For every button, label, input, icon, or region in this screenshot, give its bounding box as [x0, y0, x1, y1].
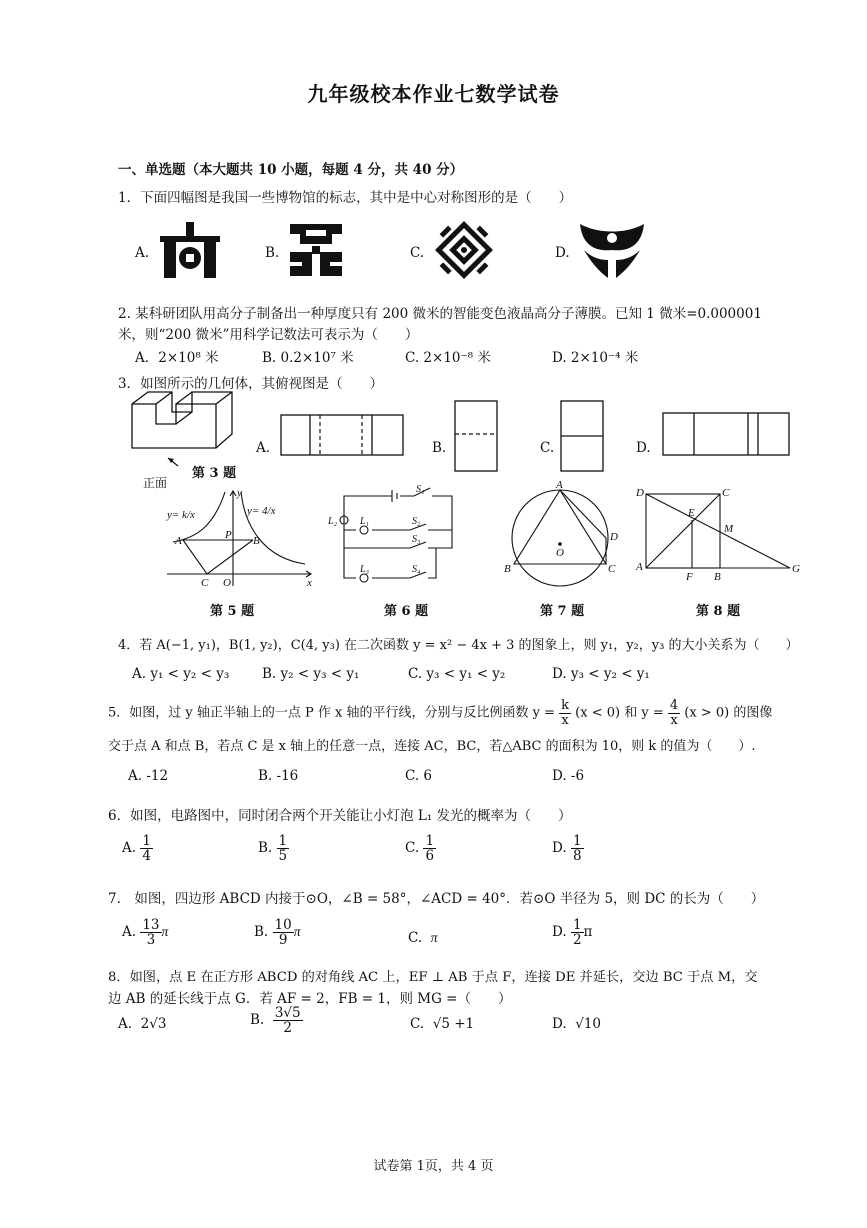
- q5-line2: 交于点 A 和点 B，若点 C 是 x 轴上的任意一点，连接 AC，BC，若△ABC 的面积为 10，则 k 的值为（ ）.: [108, 739, 756, 754]
- q3-option-b-figure: [454, 400, 498, 472]
- q8-option-c-label: C.: [410, 1016, 425, 1032]
- fig5-left-fn: y= k/x: [167, 509, 195, 521]
- q7-option-d-fraction: [571, 918, 584, 947]
- q7-option-b-den: 9: [278, 932, 288, 949]
- fig8-label-c: C: [722, 487, 730, 499]
- fig5-graph: [165, 488, 315, 588]
- q3-option-d[interactable]: D.: [636, 440, 651, 456]
- page-footer: 试卷第 1页，共 4 页: [373, 1159, 494, 1174]
- fig7-label-a: A: [556, 479, 563, 491]
- fig8-label-d: D: [636, 487, 644, 499]
- section-heading: 一、单选题（本大题共 10 小题，每题 4 分，共 40 分）: [118, 162, 464, 178]
- q6-option-a-fraction: [140, 834, 153, 863]
- q7-option-a-fraction: [140, 918, 161, 947]
- fig8-label-b: B: [714, 571, 721, 583]
- fig6-label-l2: L₂: [328, 516, 338, 527]
- q6-option-c-fraction: [423, 834, 436, 863]
- q6-option-d-fraction: [571, 834, 584, 863]
- fig6-label-s2: S₂: [412, 516, 421, 527]
- fig5-caption: 第 5 题: [210, 604, 255, 619]
- fig5-label-c: C: [201, 577, 209, 589]
- q5-fraction-k: [559, 699, 571, 727]
- q7-option-a-num: 13: [142, 917, 160, 933]
- q2-line1: 2. 某科研团队用高分子制备出一种厚度只有 200 微米的智能变色液晶高分子薄膜。已知 1 微米=0.000001: [118, 306, 762, 322]
- q2-option-c[interactable]: C. 2×10⁻⁸ 米: [405, 350, 491, 366]
- q8-option-a[interactable]: [118, 1016, 166, 1032]
- q3-option-c[interactable]: C.: [540, 440, 555, 456]
- q3-option-b[interactable]: B.: [432, 440, 447, 456]
- q7-option-c-value: π: [430, 930, 438, 945]
- q2-line2: 米，则“200 微米”用科学记数法可表示为（ ）: [118, 327, 419, 343]
- q7-option-d[interactable]: [552, 918, 592, 947]
- fig8-label-a: A: [636, 561, 643, 573]
- fig6-caption: 第 6 题: [384, 604, 429, 619]
- q4-option-a[interactable]: A. y₁ < y₂ < y₃: [132, 666, 230, 682]
- q7-option-c[interactable]: [408, 930, 438, 946]
- q6-option-b[interactable]: [258, 834, 289, 863]
- fig6-label-l1: L₁: [360, 516, 370, 527]
- q7-option-a-label: A.: [122, 924, 137, 941]
- q4-option-c[interactable]: C. y₃ < y₁ < y₂: [408, 666, 506, 682]
- q4-option-d[interactable]: D. y₃ < y₂ < y₁: [552, 666, 650, 682]
- logo-c-icon: [432, 218, 496, 282]
- fig6-label-s1: S₁: [416, 484, 425, 495]
- q8-option-c[interactable]: [410, 1016, 474, 1032]
- q5-fraction-4: [668, 699, 680, 727]
- fig7-label-c: C: [608, 563, 616, 575]
- q3-caption: 第 3 题: [192, 466, 237, 481]
- fig8-label-f: F: [686, 571, 693, 583]
- q6-option-c[interactable]: [405, 834, 436, 863]
- q8-option-b[interactable]: [250, 1006, 303, 1035]
- q8-option-d-value: √10: [575, 1016, 602, 1032]
- q8-line2: 边 AB 的延长线于点 G．若 AF = 2，FB = 1，则 MG =（ ）: [108, 991, 512, 1007]
- q3-option-c-figure: [560, 400, 604, 472]
- fig8-label-e: E: [688, 507, 695, 519]
- q6-option-d[interactable]: [552, 834, 584, 863]
- q3-option-a-figure: [280, 414, 404, 456]
- q2-option-d[interactable]: D. 2×10⁻⁴ 米: [552, 350, 639, 366]
- q7-option-d-num: 1: [572, 917, 582, 933]
- fig6-label-l3: L₃: [360, 564, 370, 575]
- q8-option-b-fraction: [273, 1006, 303, 1035]
- fig8-label-m: M: [724, 523, 734, 535]
- q3-front-label: 正面: [143, 476, 168, 490]
- fig5-label-a: A: [175, 535, 182, 547]
- q7-option-a-pi: π: [161, 924, 169, 940]
- q5-option-b[interactable]: B. -16: [258, 768, 299, 784]
- fig7-label-b: B: [504, 563, 511, 575]
- q6-option-a-label: A.: [122, 840, 137, 857]
- q1-option-a[interactable]: A.: [135, 245, 150, 261]
- q6-option-a-den: 4: [142, 848, 151, 865]
- page-title: 九年级校本作业七数学试卷: [307, 82, 560, 106]
- q5-line1-part3: (x > 0) 的图像: [684, 705, 773, 721]
- q8-line1: 8．如图，点 E 在正方形 ABCD 的对角线 AC 上，EF ⊥ AB 于点 F，连接 DE 并延长，交边 BC 于点 M，交: [108, 970, 758, 985]
- q7-option-b[interactable]: [254, 918, 300, 947]
- logo-b-icon: [288, 222, 344, 278]
- q1-option-c[interactable]: C.: [410, 245, 425, 261]
- q5-frac2-den: x: [670, 712, 678, 728]
- q7-option-a-den: 3: [146, 932, 156, 949]
- q7-option-b-label: B.: [254, 924, 269, 941]
- q7-text: 7. 如图，四边形 ABCD 内接于⊙O，∠B = 58°，∠ACD = 40°．若⊙O 半径为 5，则 DC 的长为（ ）: [108, 891, 765, 907]
- fig5-label-o: O: [223, 577, 231, 589]
- q7-option-a[interactable]: [122, 918, 168, 947]
- q5-frac1-den: x: [561, 712, 569, 728]
- q7-option-b-fraction: [273, 918, 294, 947]
- q5-line1-part2: (x < 0) 和 y =: [575, 705, 664, 721]
- fig7-caption: 第 7 题: [540, 604, 585, 619]
- logo-d-icon: [578, 220, 646, 280]
- q8-option-b-den: 2: [283, 1020, 292, 1037]
- q3-option-a[interactable]: A.: [256, 440, 271, 456]
- q8-option-d[interactable]: [552, 1016, 601, 1032]
- fig7-circle: [502, 479, 622, 592]
- q5-option-d[interactable]: D. -6: [552, 768, 585, 784]
- fig8-label-g: G: [792, 563, 800, 575]
- q7-option-d-pi: π: [583, 924, 593, 941]
- q6-text: 6．如图，电路图中，同时闭合两个开关能让小灯泡 L₁ 发光的概率为（ ）: [108, 808, 572, 824]
- q7-option-c-label: C.: [408, 930, 423, 946]
- fig7-label-d: D: [610, 531, 618, 543]
- fig5-label-p: P: [225, 529, 232, 541]
- q6-option-d-num: 1: [572, 833, 582, 849]
- q5-option-a[interactable]: A. -12: [128, 768, 169, 784]
- q6-option-a[interactable]: [122, 834, 153, 863]
- q3-solid-figure: [128, 390, 238, 470]
- fig6-label-s3: S₃: [412, 534, 421, 545]
- fig7-label-o: O: [556, 547, 564, 559]
- q5-line1-part1: 5．如图，过 y 轴正半轴上的一点 P 作 x 轴的平行线，分别与反比例函数 y =: [108, 705, 555, 721]
- q5-frac2-num: 4: [669, 698, 679, 713]
- q3-option-d-figure: [662, 412, 790, 456]
- q6-option-c-den: 6: [425, 848, 435, 865]
- q5-option-c[interactable]: C. 6: [405, 768, 433, 784]
- q4-text: 4．若 A(−1, y₁)，B(1, y₂)，C(4, y₃) 在二次函数 y = x² − 4x + 3 的图象上，则 y₁，y₂，y₃ 的大小关系为（ ）: [118, 638, 799, 653]
- q8-option-c-value: √5 +1: [432, 1016, 475, 1032]
- q6-option-c-label: C.: [405, 840, 420, 857]
- q6-option-b-num: 1: [278, 833, 288, 849]
- q6-option-d-den: 8: [572, 848, 582, 865]
- q6-option-d-label: D.: [552, 840, 567, 857]
- q1-option-d[interactable]: D.: [555, 245, 570, 261]
- q6-option-b-den: 5: [278, 848, 288, 865]
- q7-option-d-label: D.: [552, 924, 567, 941]
- q7-option-b-pi: π: [293, 924, 301, 940]
- fig5-label-x: x: [307, 577, 312, 589]
- q2-option-a[interactable]: A．2×10⁸ 米: [135, 350, 219, 366]
- fig8-caption: 第 8 题: [696, 604, 741, 619]
- fig6-label-s4: S₄: [412, 564, 421, 575]
- q8-option-a-label: A.: [118, 1016, 133, 1032]
- logo-a-icon: [160, 222, 220, 278]
- q6-option-b-label: B.: [258, 840, 273, 857]
- q5-frac1-num: k: [561, 698, 570, 713]
- q7-option-b-num: 10: [274, 917, 292, 933]
- q7-option-d-den: 2: [572, 932, 582, 949]
- fig5-label-y: y: [237, 487, 242, 499]
- q3-text: 3．如图所示的几何体，其俯视图是（ ）: [118, 376, 384, 392]
- q8-option-b-num: 3√5: [274, 1005, 301, 1021]
- q6-option-c-num: 1: [425, 833, 435, 849]
- fig6-circuit: [326, 484, 456, 588]
- q1-option-b[interactable]: B.: [265, 245, 280, 261]
- q2-option-b[interactable]: B. 0.2×10⁷ 米: [262, 350, 354, 366]
- q6-option-b-fraction: [277, 834, 290, 863]
- fig5-right-fn: y= 4/x: [247, 505, 276, 517]
- q6-option-a-num: 1: [142, 833, 151, 849]
- q4-option-b[interactable]: B. y₂ < y₃ < y₁: [262, 666, 360, 682]
- fig5-label-b: B: [253, 535, 260, 547]
- q8-option-d-label: D.: [552, 1016, 567, 1032]
- q8-option-a-value: 2√3: [140, 1016, 167, 1032]
- q5-line1: [108, 699, 772, 727]
- q8-option-b-label: B.: [250, 1012, 265, 1029]
- fig8-square: [634, 486, 804, 582]
- q1-text: 1．下面四幅图是我国一些博物馆的标志，其中是中心对称图形的是（ ）: [118, 190, 573, 206]
